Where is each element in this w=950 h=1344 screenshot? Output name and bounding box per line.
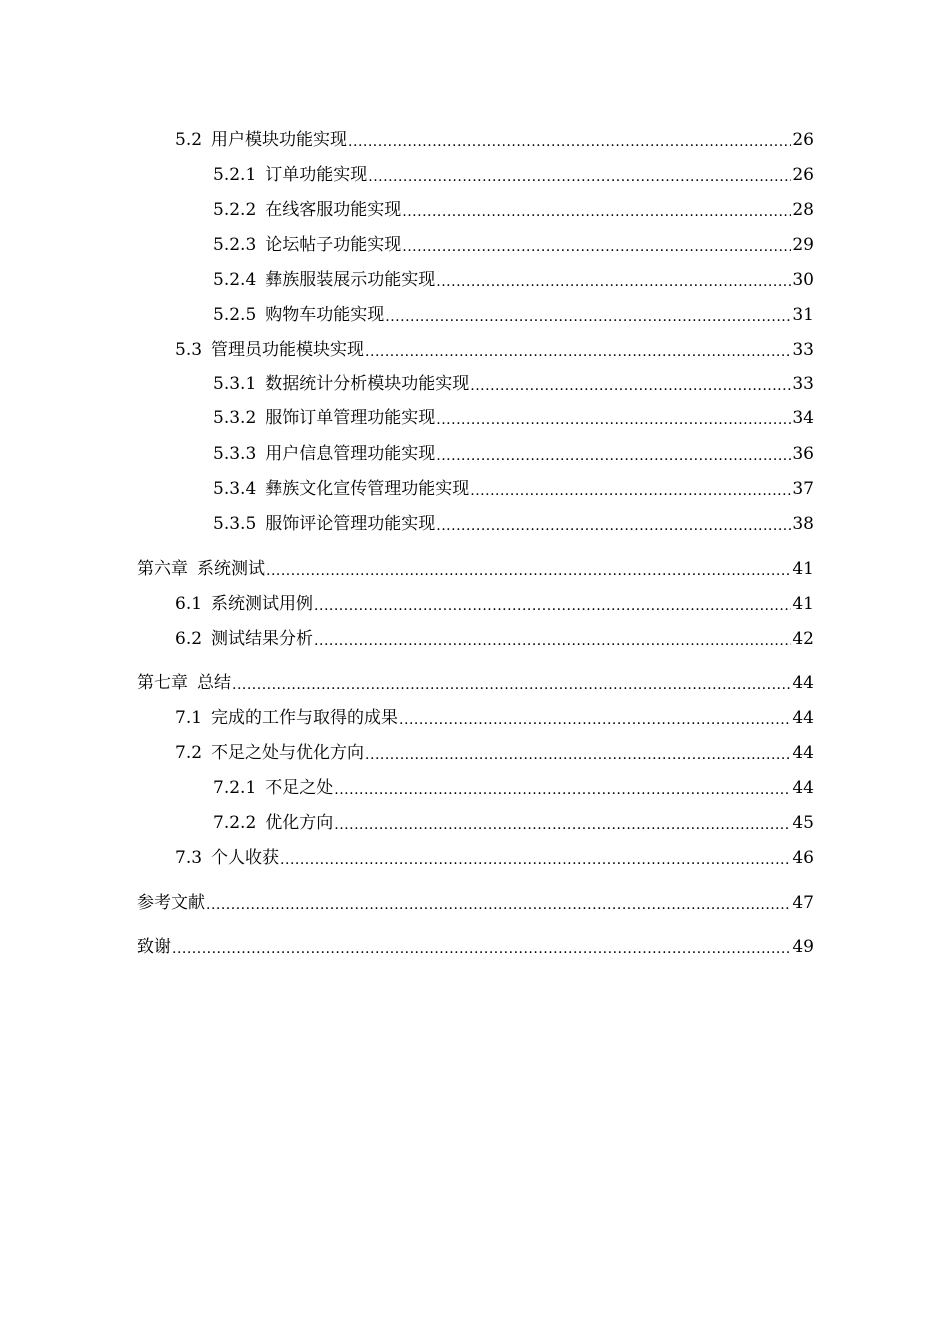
toc-entry-6-2[interactable]: [175, 627, 814, 651]
toc-entry-title: 管理员功能模块实现: [211, 340, 365, 360]
toc-entry-number: 7.3: [175, 848, 203, 868]
toc-entry-page: 37: [792, 479, 814, 499]
toc-entry-page: 44: [792, 778, 814, 798]
toc-entry-title: 购物车功能实现: [265, 305, 385, 325]
toc-entry-title: 彝族文化宣传管理功能实现: [265, 479, 470, 499]
toc-entry-title: 参考文献: [137, 893, 205, 913]
toc-entry-title: 在线客服功能实现: [265, 200, 402, 220]
toc-dot-leader: [334, 776, 791, 800]
toc-entry-page: 44: [792, 673, 814, 693]
toc-dot-leader: [232, 671, 791, 695]
toc-entry-number: 7.2.2: [213, 813, 257, 833]
toc-dot-leader: [365, 338, 791, 362]
toc-dot-leader: [436, 268, 791, 292]
toc-entry-page: 38: [792, 514, 814, 534]
toc-entry-number: 5.3: [175, 340, 203, 360]
toc-entry-page: 42: [792, 629, 814, 649]
toc-entry-number: 7.1: [175, 708, 203, 728]
toc-entry-page: 47: [792, 893, 814, 913]
toc-dot-leader: [368, 163, 791, 187]
toc-entry-title: 优化方向: [265, 813, 334, 833]
toc-entry-title: 个人收获: [211, 848, 280, 868]
toc-dot-leader: [334, 811, 791, 835]
toc-entry-7-2-2[interactable]: [213, 811, 814, 835]
toc-dot-leader: [470, 477, 791, 501]
toc-entry-page: 26: [792, 130, 814, 150]
toc-dot-leader: [365, 741, 791, 765]
toc-entry-title: 数据统计分析模块功能实现: [265, 374, 470, 394]
toc-entry-5-3-5[interactable]: [213, 512, 814, 536]
toc-entry-page: 28: [792, 200, 814, 220]
toc-entry-title: 不足之处: [265, 778, 334, 798]
toc-entry-title: 完成的工作与取得的成果: [211, 708, 399, 728]
toc-dot-leader: [266, 557, 791, 581]
toc-entry-5-3-1[interactable]: [213, 372, 814, 396]
toc-dot-leader: [314, 627, 791, 651]
toc-entry-title: 彝族服装展示功能实现: [265, 270, 436, 290]
toc-entry-number: 7.2.1: [213, 778, 257, 798]
toc-dot-leader: [280, 846, 791, 870]
toc-entry-page: 34: [792, 408, 814, 428]
toc-entry-number: 5.3.2: [213, 408, 257, 428]
toc-entry-page: 44: [792, 743, 814, 763]
toc-entry-page: 33: [792, 340, 814, 360]
toc-entry-number: 5.2.1: [213, 165, 257, 185]
toc-entry-5-3-4[interactable]: [213, 477, 814, 501]
toc-entry-5-2-3[interactable]: [213, 233, 814, 257]
toc-entry-number: 第六章: [137, 559, 188, 579]
toc-entry-7-2[interactable]: [175, 741, 814, 765]
toc-entry-number: 5.2.2: [213, 200, 257, 220]
toc-entry-5-2[interactable]: [175, 128, 814, 152]
toc-entry-title: 系统测试用例: [211, 594, 314, 614]
toc-entry-5-2-2[interactable]: [213, 198, 814, 222]
toc-entry-title: 测试结果分析: [211, 629, 314, 649]
toc-entry-number: 6.1: [175, 594, 203, 614]
toc-entry-5-3-3[interactable]: [213, 442, 814, 466]
toc-entry-page: 33: [792, 374, 814, 394]
toc-entry-page: 41: [792, 559, 814, 579]
toc-entry-title: 用户模块功能实现: [211, 130, 348, 150]
toc-entry-page: 31: [792, 305, 814, 325]
toc-entry-title: 用户信息管理功能实现: [265, 444, 436, 464]
toc-entry-title: 不足之处与优化方向: [211, 743, 365, 763]
toc-dot-leader: [402, 233, 791, 257]
toc-entry-number: 5.2: [175, 130, 203, 150]
toc-entry-title: 致谢: [137, 937, 171, 957]
toc-entry-page: 41: [792, 594, 814, 614]
toc-dot-leader: [402, 198, 791, 222]
toc-entry-title: 总结: [197, 673, 231, 693]
toc-entry-5-2-4[interactable]: [213, 268, 814, 292]
toc-entry-number: 5.2.3: [213, 235, 257, 255]
toc-entry-title: 订单功能实现: [265, 165, 368, 185]
toc-entry-number: 5.3.5: [213, 514, 257, 534]
toc-entry-5-2-5[interactable]: [213, 303, 814, 327]
toc-entry-title: 论坛帖子功能实现: [265, 235, 402, 255]
toc-entry-7-2-1[interactable]: [213, 776, 814, 800]
toc-entry-title: 系统测试: [197, 559, 265, 579]
toc-entry-page: 44: [792, 708, 814, 728]
toc-entry-number: 5.2.5: [213, 305, 257, 325]
toc-dot-leader: [172, 935, 791, 959]
toc-entry-number: 6.2: [175, 629, 203, 649]
toc-entry-page: 26: [792, 165, 814, 185]
toc-entry-page: 36: [792, 444, 814, 464]
toc-dot-leader: [399, 706, 791, 730]
toc-entry-page: 30: [792, 270, 814, 290]
toc-entry-number: 5.3.3: [213, 444, 257, 464]
toc-entry-title: 服饰评论管理功能实现: [265, 514, 436, 534]
toc-entry-6-1[interactable]: [175, 592, 814, 616]
toc-entry-5-3-2[interactable]: [213, 406, 814, 430]
toc-entry-5-2-1[interactable]: [213, 163, 814, 187]
toc-dot-leader: [314, 592, 791, 616]
toc-entry-page: 45: [792, 813, 814, 833]
toc-entry-number: 第七章: [137, 673, 188, 693]
toc-entry-page: 49: [792, 937, 814, 957]
toc-dot-leader: [436, 442, 791, 466]
toc-dot-leader: [348, 128, 791, 152]
toc-entry-number: 7.2: [175, 743, 203, 763]
toc-dot-leader: [385, 303, 791, 327]
toc-entry-5-3[interactable]: [175, 338, 814, 362]
toc-entry-number: 5.2.4: [213, 270, 257, 290]
toc-entry-acknowledgements[interactable]: [137, 935, 814, 959]
toc-dot-leader: [470, 372, 791, 396]
toc-entry-number: 5.3.1: [213, 374, 257, 394]
toc-dot-leader: [206, 891, 791, 915]
toc-entry-title: 服饰订单管理功能实现: [265, 408, 436, 428]
toc-entry-references[interactable]: [137, 891, 814, 915]
toc-entry-page: 46: [792, 848, 814, 868]
toc-entry-number: 5.3.4: [213, 479, 257, 499]
toc-entry-7-1[interactable]: [175, 706, 814, 730]
toc-entry-chapter-7[interactable]: [137, 671, 814, 695]
toc-entry-chapter-6[interactable]: [137, 557, 814, 581]
toc-dot-leader: [436, 406, 791, 430]
toc-dot-leader: [436, 512, 791, 536]
toc-entry-7-3[interactable]: [175, 846, 814, 870]
toc-entry-page: 29: [792, 235, 814, 255]
